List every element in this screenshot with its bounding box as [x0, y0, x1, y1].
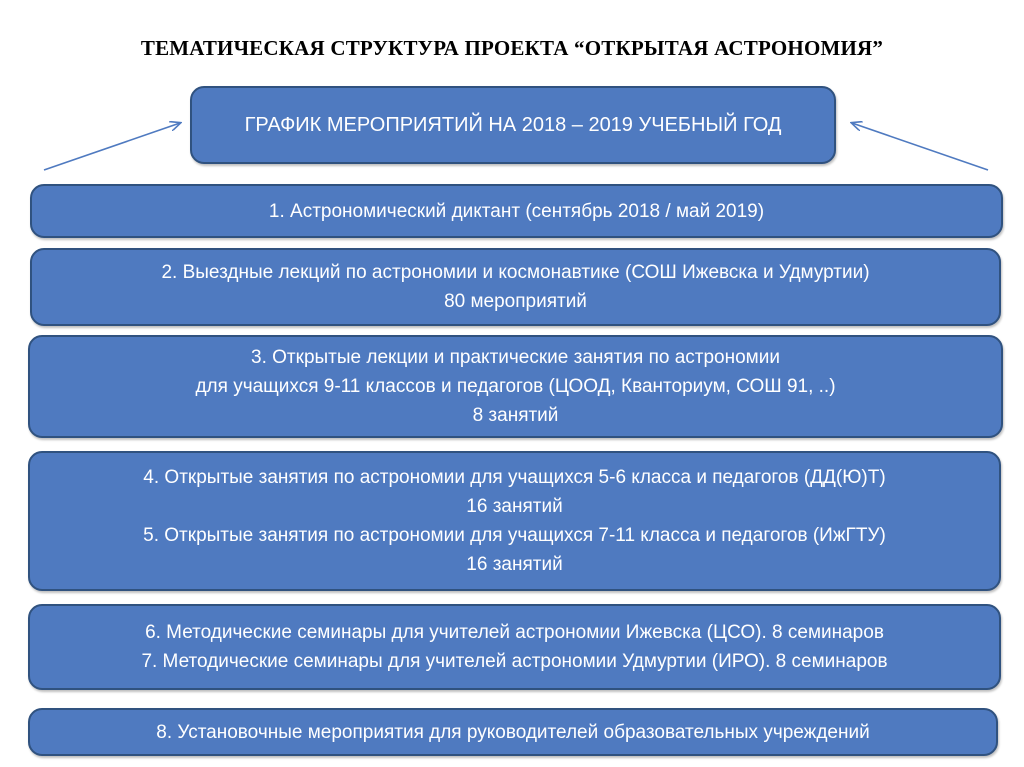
item-line: 8. Установочные мероприятия для руководителей образовательных учреждений	[156, 721, 870, 743]
item-box-2	[30, 248, 1001, 326]
item-box-5	[28, 604, 1001, 690]
item-box-4	[28, 451, 1001, 591]
item-line: 80 мероприятий	[444, 291, 587, 312]
item-line: 7. Методические семинары для учителей астрономии Удмуртии (ИРО). 8 семинаров	[141, 651, 888, 672]
item-box-3	[28, 335, 1003, 438]
left-arrow	[44, 123, 180, 170]
page-title: ТЕМАТИЧЕСКАЯ СТРУКТУРА ПРОЕКТА “ОТКРЫТАЯ АСТРОНОМИЯ”	[140, 36, 884, 60]
item-box-6	[28, 708, 998, 756]
schedule-header-box	[190, 86, 836, 164]
item-box-1	[30, 184, 1003, 238]
item-line: 6. Методические семинары для учителей астрономии Ижевска (ЦСО). 8 семинаров	[145, 622, 884, 643]
item-line: 3. Открытые лекции и практические занятия по астрономии	[251, 347, 780, 368]
item-line: 8 занятий	[472, 405, 559, 426]
item-line: 5. Открытые занятия по астрономии для учащихся 7-11 класса и педагогов (ИжГТУ)	[143, 525, 886, 546]
item-line: 2. Выездные лекций по астрономии и космонавтике (СОШ Ижевска и Удмуртии)	[161, 262, 870, 283]
item-line: для учащихся 9-11 классов и педагогов (ЦООД, Кванториум, СОШ 91, ..)	[195, 376, 836, 397]
item-line: 16 занятий	[466, 554, 563, 575]
right-arrow	[852, 123, 988, 170]
item-line: 1. Астрономический диктант (сентябрь 2018 / май 2019)	[268, 200, 765, 222]
item-line: 4. Открытые занятия по астрономии для учащихся 5-6 класса и педагогов (ДД(Ю)Т)	[143, 467, 886, 488]
item-line: 16 занятий	[466, 496, 563, 517]
schedule-header-text: ГРАФИК МЕРОПРИЯТИЙ НА 2018 – 2019 УЧЕБНЫЙ ГОД	[244, 113, 782, 136]
